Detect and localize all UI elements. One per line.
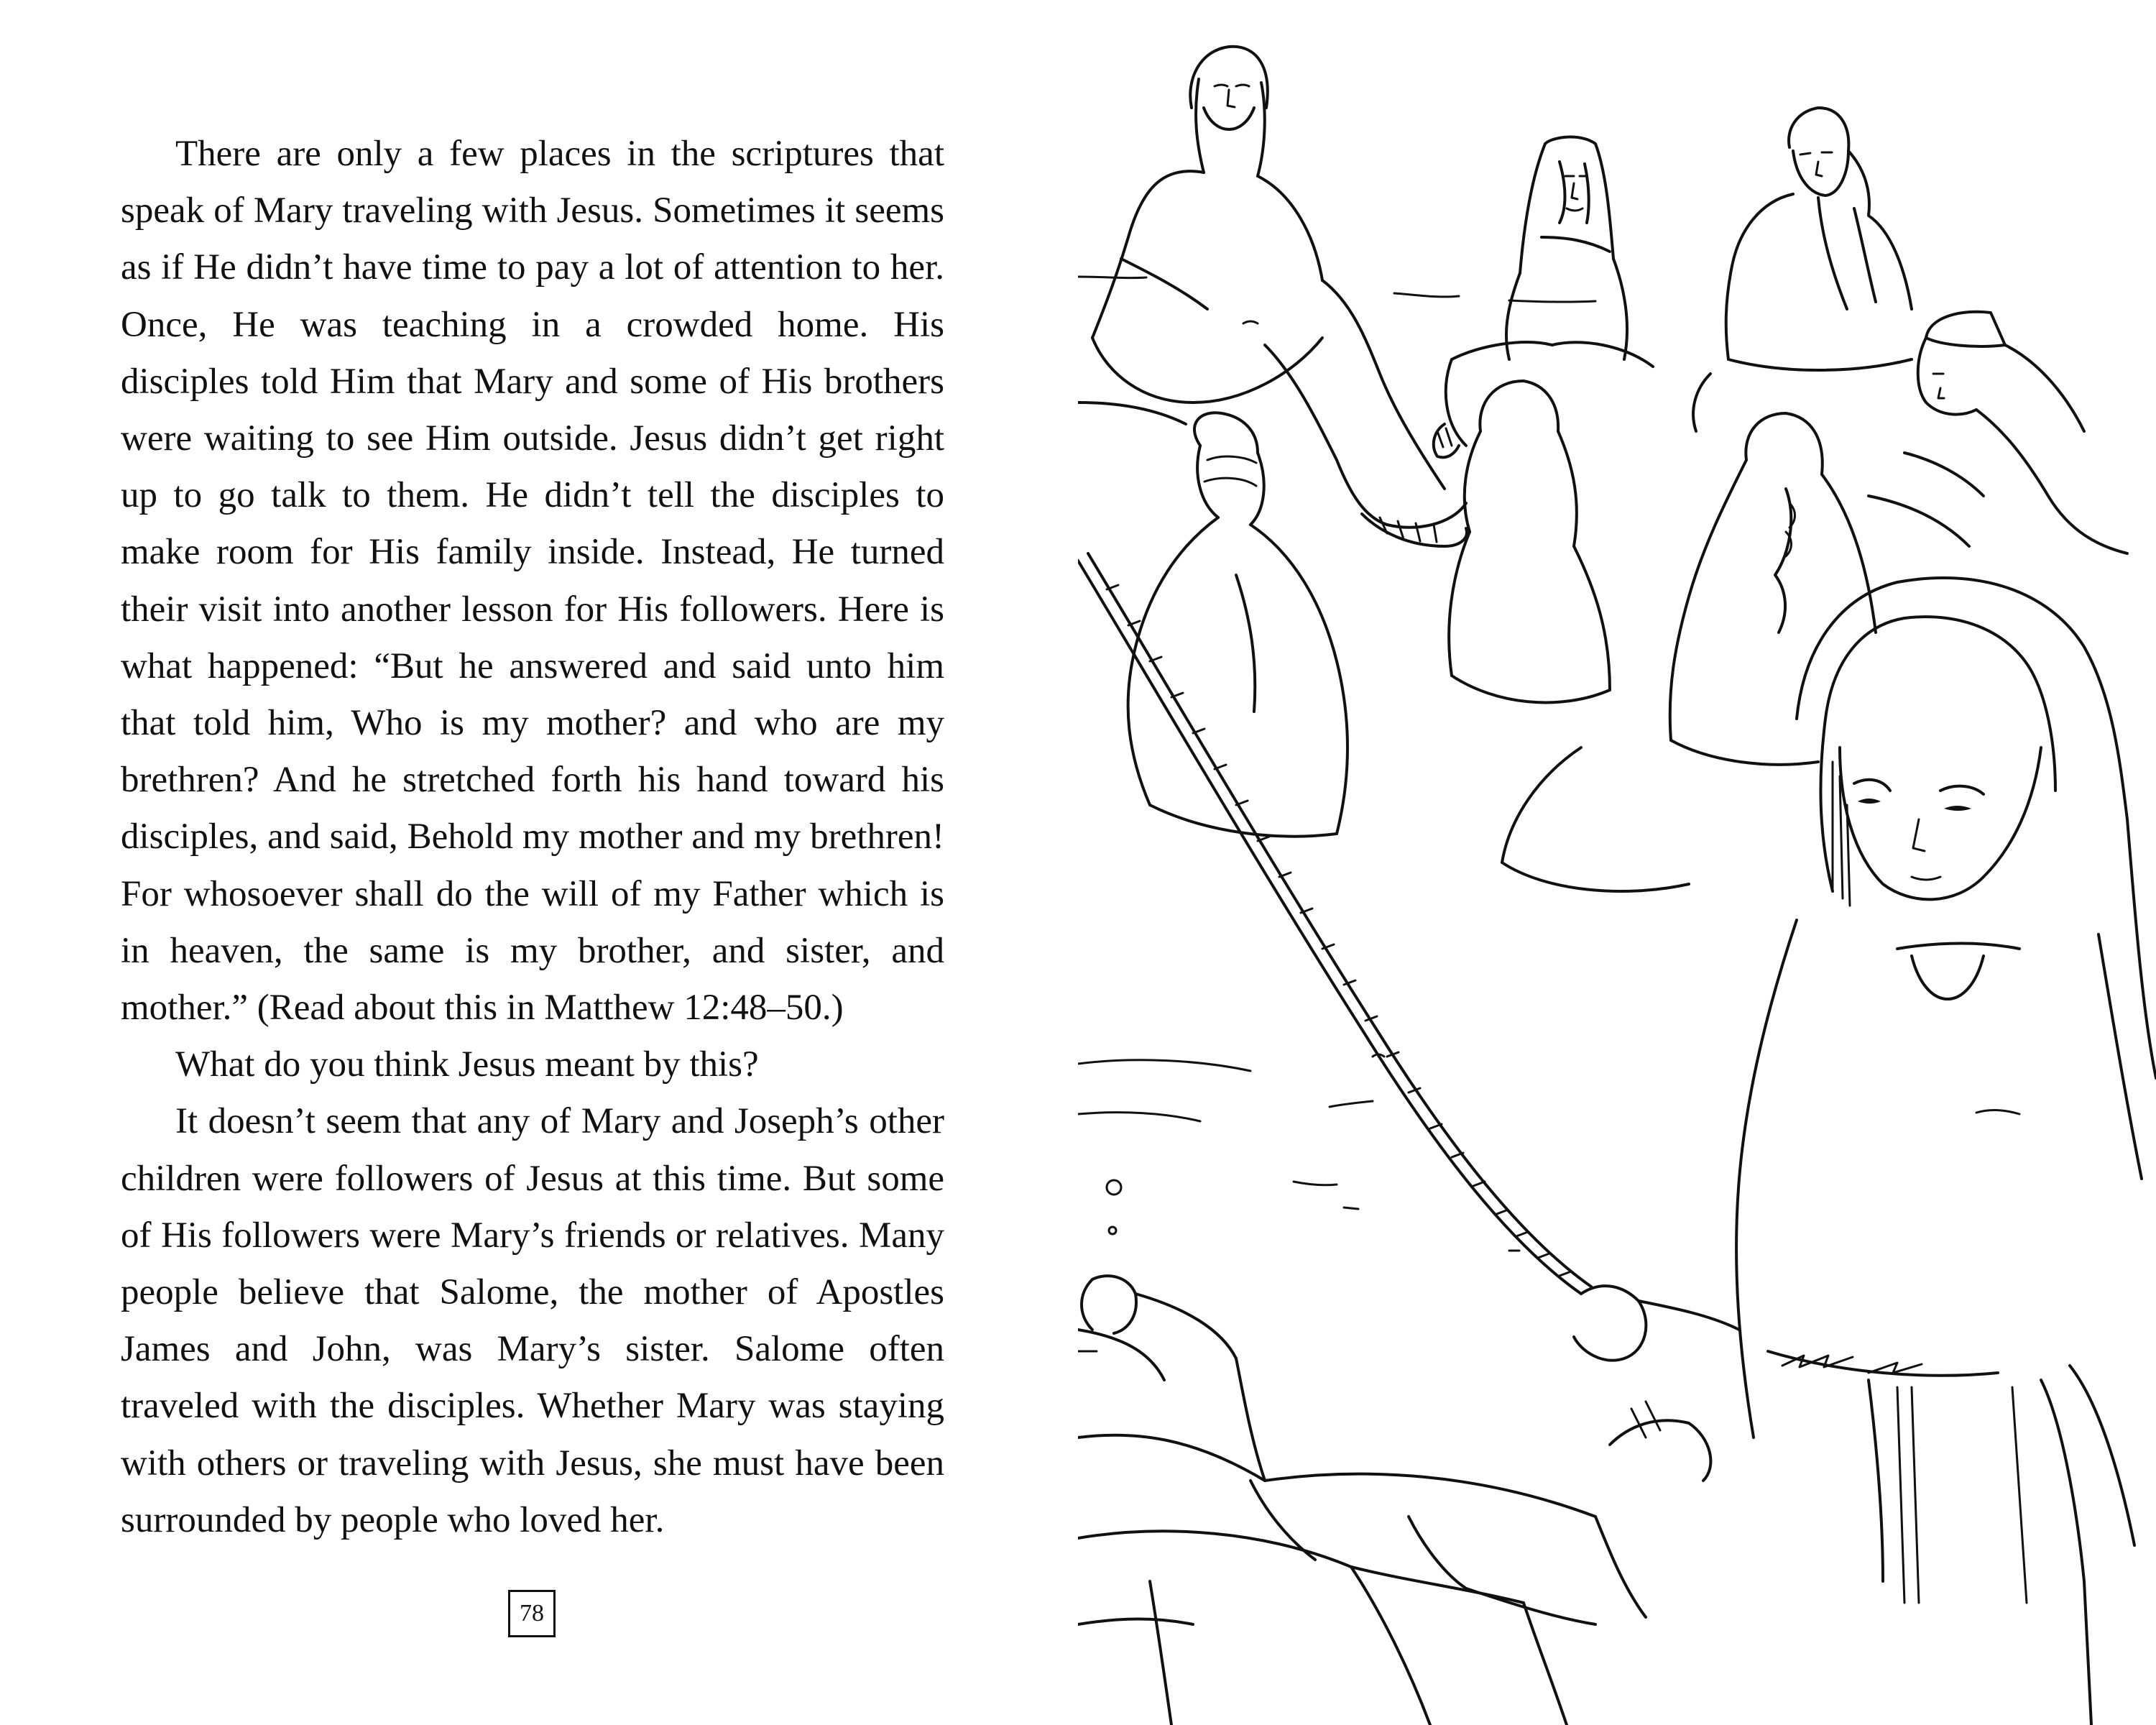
body-text [121, 126, 944, 1549]
jesus-figure [1078, 47, 1467, 546]
ground-lines [1078, 277, 2019, 1351]
paragraph-3: It doesn’t seem that any of Mary and Joseph’s other children were followers of Jesus at this time. But some of His followers were Mary’s friends or relatives. Many people believe that Salome, the mother of Apostles James and John, was Mary’s sister. Salome often traveled with the disciples. Whether Mary was staying with others or traveling with Jesus, she must have been surrounded by people who loved her. [121, 1101, 944, 1540]
toga-man-figure [1693, 108, 1912, 431]
paragraph-2: What do you think Jesus meant by this? [175, 1044, 759, 1085]
veiled-woman-figure [1434, 137, 1653, 458]
well-and-bucket [1078, 1276, 1646, 1725]
paragraph-1: There are only a few places in the scriptures that speak of Mary traveling with Jesus. Sometimes it seems as if He didn’t have time to pay a lot of attention to her. Once, He was teaching in a crowded home. His disciples told Him that Mary and some of His brothers were waiting to see Him outside. Jesus didn’t get right up to go talk to them. He didn’t tell the disciples to make room for His family inside. Instead, He turned their visit into another lesson for His followers. Here is what happened: “But he answered and said unto him that told him, Who is my mother? and who are my brethren? And he stretched forth his hand toward his disciples, and said, Behold my mother and my brethren! For whosoever shall do the will of my Father which is in heaven, the same is my brother, and sister, and mother.” (Read about this in Matthew 12:48–50.) [121, 134, 944, 1029]
woman-at-well-figure [1574, 578, 2156, 1725]
well-rope [1078, 553, 1591, 1294]
seated-followers-group [1128, 381, 1876, 891]
page-number: 78 [508, 1590, 556, 1637]
capped-man-figure [1869, 312, 2127, 553]
coloring-illustration [1078, 0, 2156, 1725]
